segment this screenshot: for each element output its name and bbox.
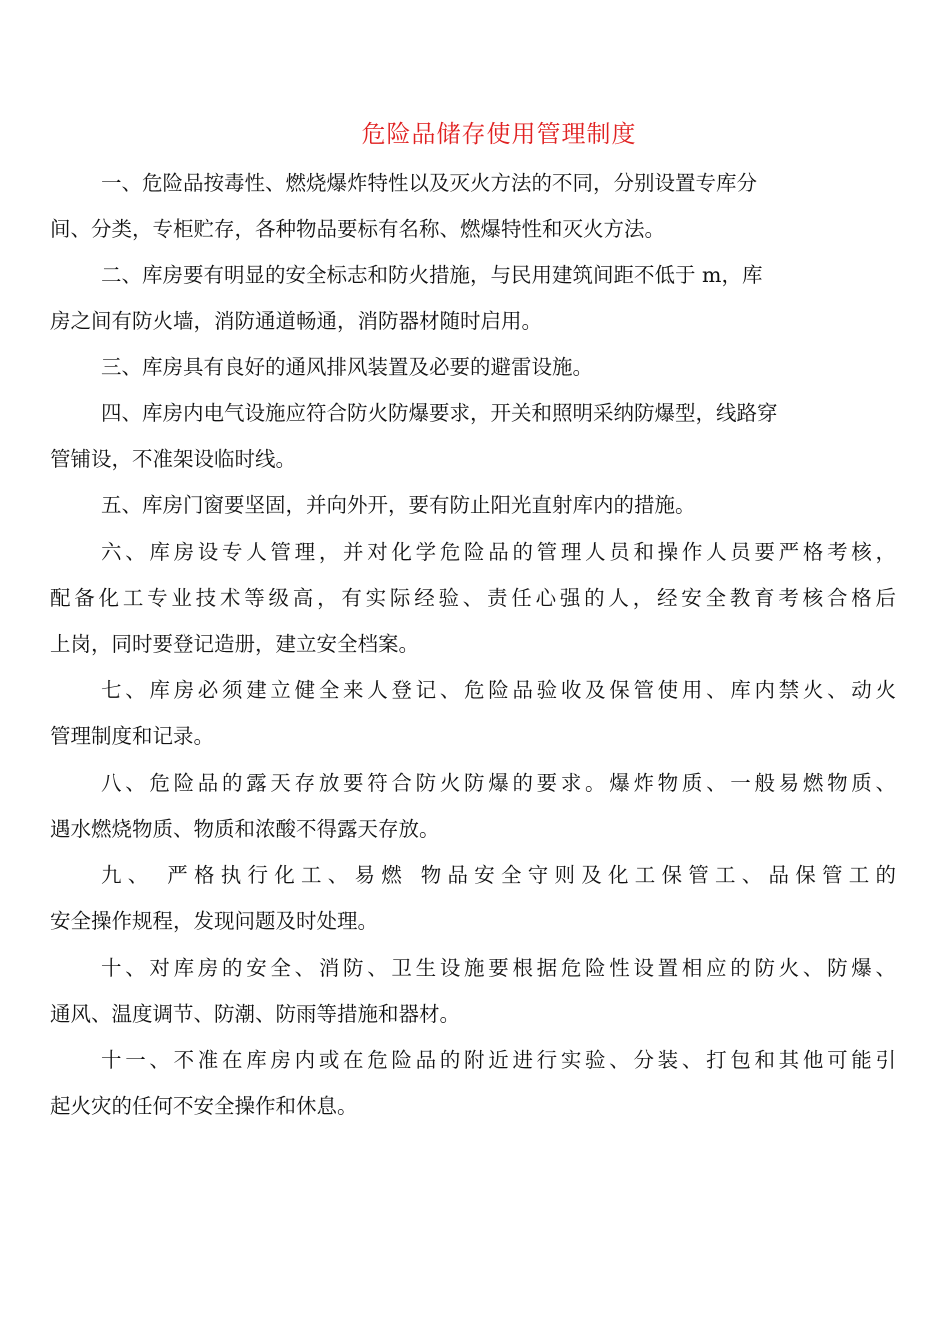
rule-9-line-1: 九、 严格执行化工、易燃 物品安全守则及化工保管工、品保管工的: [101, 863, 896, 887]
rule-8-line-1: 八、危险品的露天存放要符合防火防爆的要求。爆炸物质、一般易燃物质、: [101, 771, 896, 795]
rule-4-line-1: 四、库房内电气设施应符合防火防爆要求，开关和照明采纳防爆型，线路穿: [101, 401, 778, 425]
rule-1-line-1: 一、危险品按毒性、燃烧爆炸特性以及灭火方法的不同，分别设置专库分: [101, 171, 757, 195]
rule-3-line-1: 三、库房具有良好的通风排风装置及必要的避雷设施。: [101, 355, 593, 379]
rule-9-line-2: 安全操作规程，发现问题及时处理。: [50, 909, 378, 933]
rule-1-line-2: 间、分类，专柜贮存，各种物品要标有名称、燃爆特性和灭火方法。: [50, 217, 665, 241]
rule-6-line-2: 配备化工专业技术等级高，有实际经验、责任心强的人，经安全教育考核合格后: [50, 586, 896, 610]
rule-7-line-2: 管理制度和记录。: [50, 724, 214, 748]
rule-11-line-1: 十一、不准在库房内或在危险品的附近进行实验、分装、打包和其他可能引: [101, 1048, 896, 1072]
rule-7-line-1: 七、库房必须建立健全来人登记、危险品验收及保管使用、库内禁火、动火: [101, 678, 896, 702]
rule-5-line-1: 五、库房门窗要坚固，并向外开，要有防止阳光直射库内的措施。: [101, 493, 696, 517]
rule-6-line-1: 六、库房设专人管理，并对化学危险品的管理人员和操作人员要严格考核，: [101, 540, 896, 564]
rule-2-line-2: 房之间有防火墙，消防通道畅通，消防器材随时启用。: [50, 309, 542, 333]
rule-11-line-2: 起火灾的任何不安全操作和休息。: [50, 1094, 358, 1118]
rule-4-line-2: 管铺设，不准架设临时线。: [50, 447, 296, 471]
document-title: 危险品储存使用管理制度: [361, 120, 637, 148]
rule-2-line-1: 二、库房要有明显的安全标志和防火措施，与民用建筑间距不低于 m，库: [101, 263, 763, 287]
rule-10-line-1: 十、对库房的安全、消防、卫生设施要根据危险性设置相应的防火、防爆、: [101, 956, 896, 980]
rule-6-line-3: 上岗，同时要登记造册，建立安全档案。: [50, 632, 419, 656]
rule-10-line-2: 通风、温度调节、防潮、防雨等措施和器材。: [50, 1002, 460, 1026]
rule-8-line-2: 遇水燃烧物质、物质和浓酸不得露天存放。: [50, 817, 440, 841]
